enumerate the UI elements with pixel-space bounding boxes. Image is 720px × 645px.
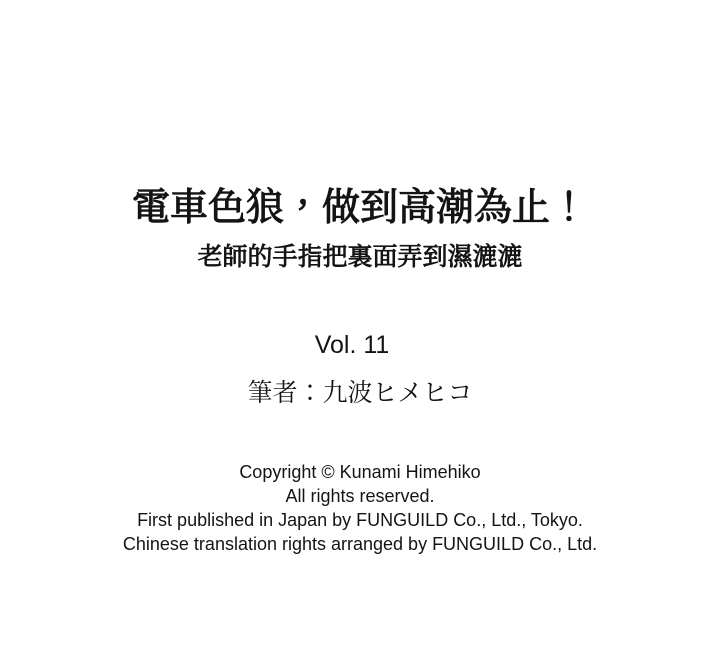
- volume-label: Vol. 11: [314, 331, 390, 359]
- book-title: 電車色狼，做到高潮為止！: [131, 187, 588, 229]
- copyright-line-holder: Copyright © Kunami Himehiko: [239, 462, 481, 482]
- copyright-block: [0, 460, 720, 556]
- copyright-line-rights: All rights reserved.: [285, 486, 435, 506]
- book-subtitle: 老師的手指把裏面弄到濕漉漉: [197, 243, 523, 271]
- copyright-line-publisher: First published in Japan by FUNGUILD Co., Ltd., Tokyo.: [137, 510, 583, 530]
- copyright-line-translation: Chinese translation rights arranged by FUNGUILD Co., Ltd.: [122, 534, 598, 554]
- author-line: 筆者：九波ヒメヒコ: [247, 379, 473, 407]
